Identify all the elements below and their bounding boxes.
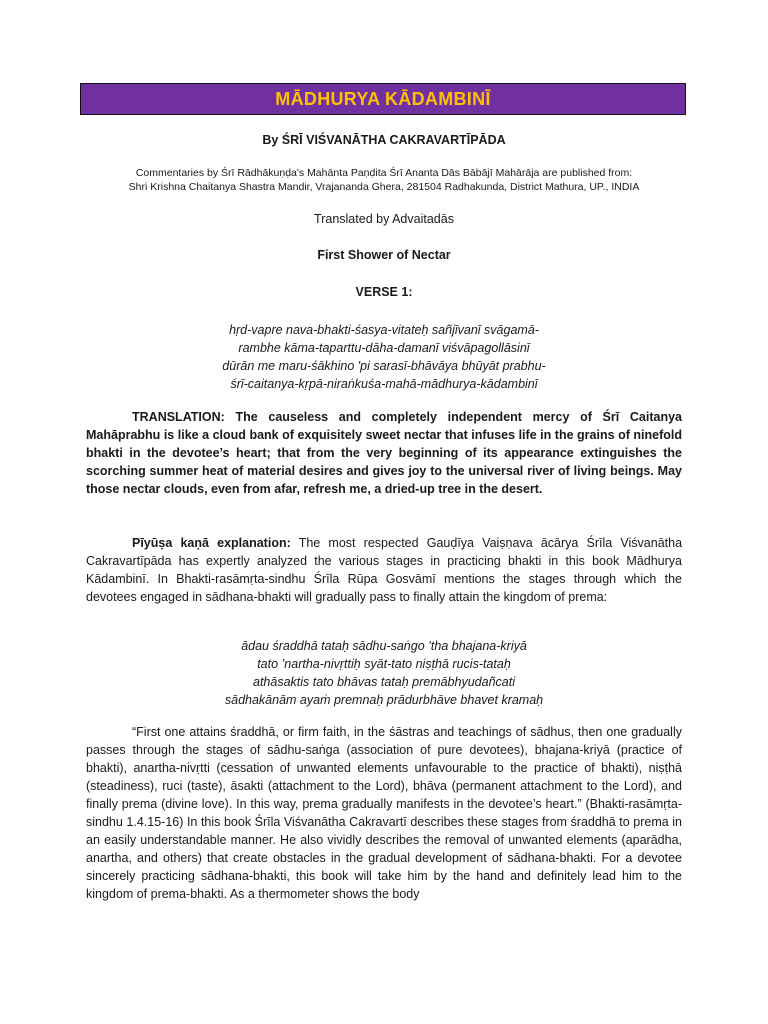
verse-line: athāsaktis tato bhāvas tataḥ premābhyudañcati	[253, 675, 515, 689]
verse-line: ādau śraddhā tataḥ sādhu-saṅgo ’tha bhajana-kriyā	[241, 639, 527, 653]
chapter-heading: First Shower of Nectar	[317, 248, 451, 262]
verse-line: hṛd-vapre nava-bhakti-śasya-vitateḥ sañjīvanī svāgamā-	[229, 323, 539, 337]
verse-1-text	[86, 321, 682, 393]
commentary-note	[86, 166, 682, 194]
title-banner	[80, 83, 686, 115]
commentary-line-1: Commentaries by Śrī Rādhākuṇḍa's Mahānta Paṇḍita Śrī Ananta Dās Bābājī Mahārāja are published from:	[135, 167, 633, 179]
verse-line: tato ’nartha-nivṛttiḥ syāt-tato niṣṭhā rucis-tataḥ	[257, 657, 511, 671]
verse-line: dūrān me maru-śākhino 'pi sarasī-bhāvāya bhūyāt prabhu-	[222, 359, 546, 373]
verse-heading: VERSE 1:	[355, 285, 413, 299]
commentary-line-2: Shri Krishna Chaitanya Shastra Mandir, Vrajananda Ghera, 281504 Radhakunda, District Mathura, UP., INDIA	[128, 181, 640, 193]
explanation-text: The most respected Gauḍīya Vaiṣṇava ācārya Śrīla Viśvanātha Cakravartīpāda has expertly analyzed the various stages in practicing bhakti in this book Mādhurya Kādambinī. In Bhakti-rasāmṛta-sindhu Śrīla Rūpa Gosvāmī mentions the stages through which the devotees engaged in sādhana-bhakti will gradually pass to finally attain the kingdom of prema:	[86, 536, 683, 604]
translation-label: TRANSLATION:	[132, 410, 225, 424]
quote-paragraph: “First one attains śraddhā, or firm faith, in the śāstras and teachings of sādhus, then one gradually passes through the stages of sādhu-saṅga (association of pure devotees), bhajana-kriyā (practice of bhakti), anartha-nivṛtti (cessation of unwanted elements unfavourable to the practice of bhakti), niṣṭhā (steadiness), ruci (taste), āsakti (attachment to the Lord), bhāva (permanent attachment to the Lord), and finally prema (divine love). In this way, prema gradually manifests in the devotee’s heart.” (Bhakti-rasāmṛta-sindhu 1.4.15-16) In this book Śrīla Viśvanātha Cakravartī describes these stages from śraddhā to prema in an easily understandable manner. He also vividly describes the removal of unwanted elements (aparādha, anartha, and others) that create obstacles in the gradual development of sādhana-bhakti. For a devotee sincerely practicing sādhana-bhakti, this book will take him by the hand and definitely lead him to the kingdom of prema-bhakti. As a thermometer shows the body	[86, 725, 682, 901]
translator-line: Translated by Advaitadās	[314, 212, 454, 226]
translation-paragraph	[86, 408, 682, 498]
translation-text: The causeless and completely independent mercy of Śrī Caitanya Mahāprabhu is like a cloud bank of exquisitely sweet nectar that infuses life in the grains of ninefold bhakti in the devotee’s heart; that from the very beginning of its appearance extinguishes the scorching summer heat of material desires and gives joy to the universal river of living beings. May those nectar clouds, even from afar, refresh me, a dried-up tree in the desert.	[86, 410, 682, 496]
verse-line: rambhe kāma-taparttu-dāha-damanī viśvāpagollāsinī	[238, 341, 530, 355]
verse-line: sādhakānām ayaṁ premnaḥ prādurbhāve bhavet kramaḥ	[224, 693, 544, 707]
quoted-verse	[86, 637, 682, 709]
author-line: By ŚRĪ VIŚVANĀTHA CAKRAVARTĪPĀDA	[262, 133, 506, 147]
explanation-paragraph	[86, 534, 682, 606]
verse-line: śrī-caitanya-kṛpā-niraṅkuśa-mahā-mādhurya-kādambinī	[230, 377, 538, 391]
explanation-label: Pīyūṣa kaṇā explanation:	[132, 536, 291, 550]
document-title: MĀDHURYA KĀDAMBINĪ	[275, 88, 491, 109]
